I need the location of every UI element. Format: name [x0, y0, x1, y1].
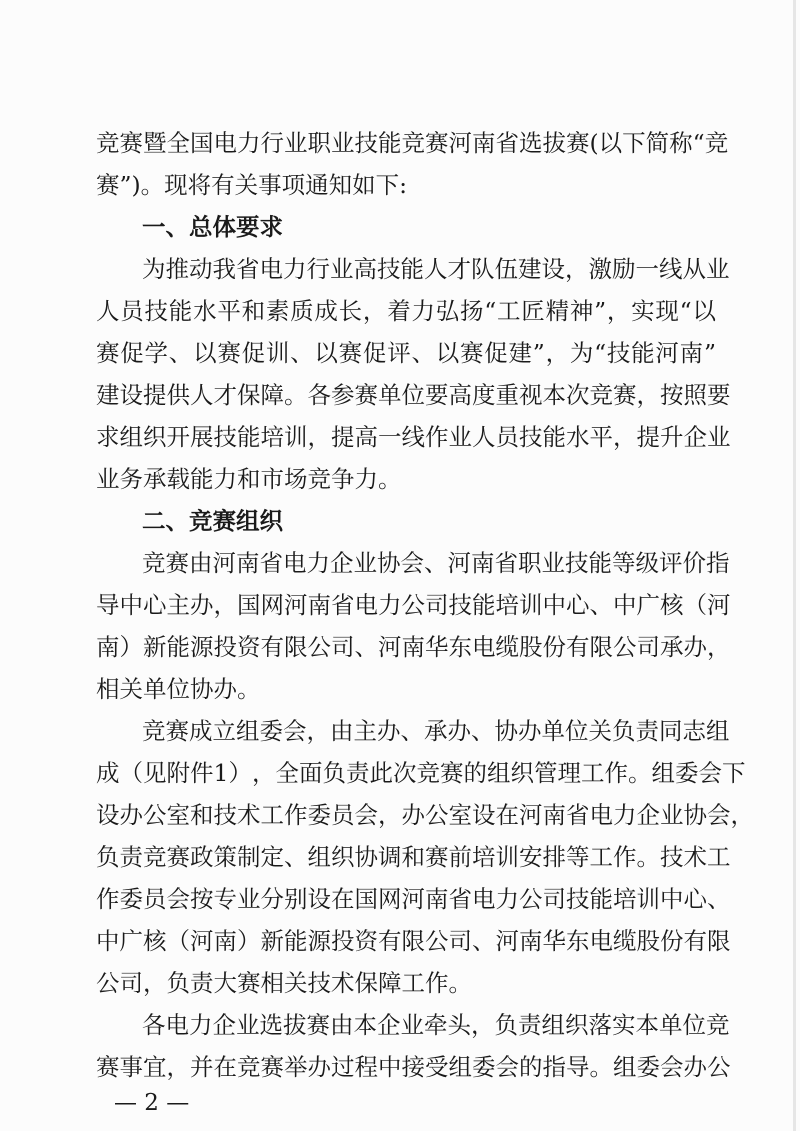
- s2p2-line-3: 设 办 公 室 和 技 术 工 作 委 员 会 ， 办 公 室 设 在 河 南 省 电 力 企 业 协 会 ，: [96, 801, 754, 829]
- s1-line-6: 业务承载能力和市场竞争力。: [96, 465, 402, 493]
- intro-line-2: 赛”)。现将有关事项通知如下:: [96, 171, 408, 199]
- s2p2-line-6: 中 广 核 （ 河 南 ） 新 能 源 投 资 有 限 公 司 、 河 南 华 东 电 缆 股 份 有 限: [96, 927, 731, 955]
- s2p1-line-1: 竞 赛 由 河 南 省 电 力 企 业 协 会 、 河 南 省 职 业 技 能 等 级 评 价 指: [142, 549, 730, 577]
- scan-edge-shadow: [793, 0, 796, 1131]
- s1-line-4: 建 设 提 供 人 才 保 障 。 各 参 赛 单 位 要 高 度 重 视 本 次 竞 赛 ， 按 照 要: [96, 381, 731, 409]
- s1-line-1: 为 推 动 我 省 电 力 行 业 高 技 能 人 才 队 伍 建 设 ， 激 励 一 线 从 业: [142, 255, 730, 283]
- s1-line-2: 人 员 技 能 水 平 和 素 质 成 长 ， 着 力 弘 扬 “ 工 匠 精 神 ” ， 实 现 “ 以: [96, 297, 716, 325]
- s2p2-line-2: 成 （ 见 附 件 1 ） ， 全 面 负 责 此 次 竞 赛 的 组 织 管 理 工 作 。 组 委 会 下: [96, 759, 746, 787]
- s2p1-line-3: 南 ） 新 能 源 投 资 有 限 公 司 、 河 南 华 东 电 缆 股 份 有 限 公 司 承 办 ，: [96, 633, 731, 661]
- section-heading-competition-organization: 二、竞赛组织: [142, 507, 283, 535]
- s2p2-line-7: 公司，负责大赛相关技术保障工作。: [96, 969, 472, 997]
- intro-line-1: 竞 赛 暨 全 国 电 力 行 业 职 业 技 能 竞 赛 河 南 省 选 拔 赛 ( 以 下 简 称 “ 竞: [96, 129, 729, 157]
- page-number: — 2 —: [114, 1090, 190, 1116]
- s2p2-line-5: 作 委 员 会 按 专 业 分 别 设 在 国 网 河 南 省 电 力 公 司 技 能 培 训 中 心 、: [96, 885, 731, 913]
- s2p2-line-4: 负 责 竞 赛 政 策 制 定 、 组 织 协 调 和 赛 前 培 训 安 排 等 工 作 。 技 术 工: [96, 843, 731, 871]
- s2p1-line-4: 相关单位协办。: [96, 675, 261, 703]
- section-heading-overall-requirements: 一、总体要求: [142, 213, 283, 241]
- s2p3-line-1: 各 电 力 企 业 选 拔 赛 由 本 企 业 牵 头 ， 负 责 组 织 落 实 本 单 位 竞: [142, 1011, 730, 1039]
- s1-line-3: 赛 促 学 、 以 赛 促 训 、 以 赛 促 评 、 以 赛 促 建 ” ， 为 “ 技 能 河 南 ”: [96, 339, 716, 367]
- s2p1-line-2: 导 中 心 主 办 ， 国 网 河 南 省 电 力 公 司 技 能 培 训 中 心 、 中 广 核 （ 河: [96, 591, 731, 619]
- s1-line-5: 求 组 织 开 展 技 能 培 训 ， 提 高 一 线 作 业 人 员 技 能 水 平 ， 提 升 企 业: [96, 423, 731, 451]
- s2p2-line-1: 竞 赛 成 立 组 委 会 ， 由 主 办 、 承 办 、 协 办 单 位 关 负 责 同 志 组: [142, 717, 730, 745]
- s2p3-line-2: 赛 事 宜 ， 并 在 竞 赛 举 办 过 程 中 接 受 组 委 会 的 指 导 。 组 委 会 办 公: [96, 1053, 731, 1081]
